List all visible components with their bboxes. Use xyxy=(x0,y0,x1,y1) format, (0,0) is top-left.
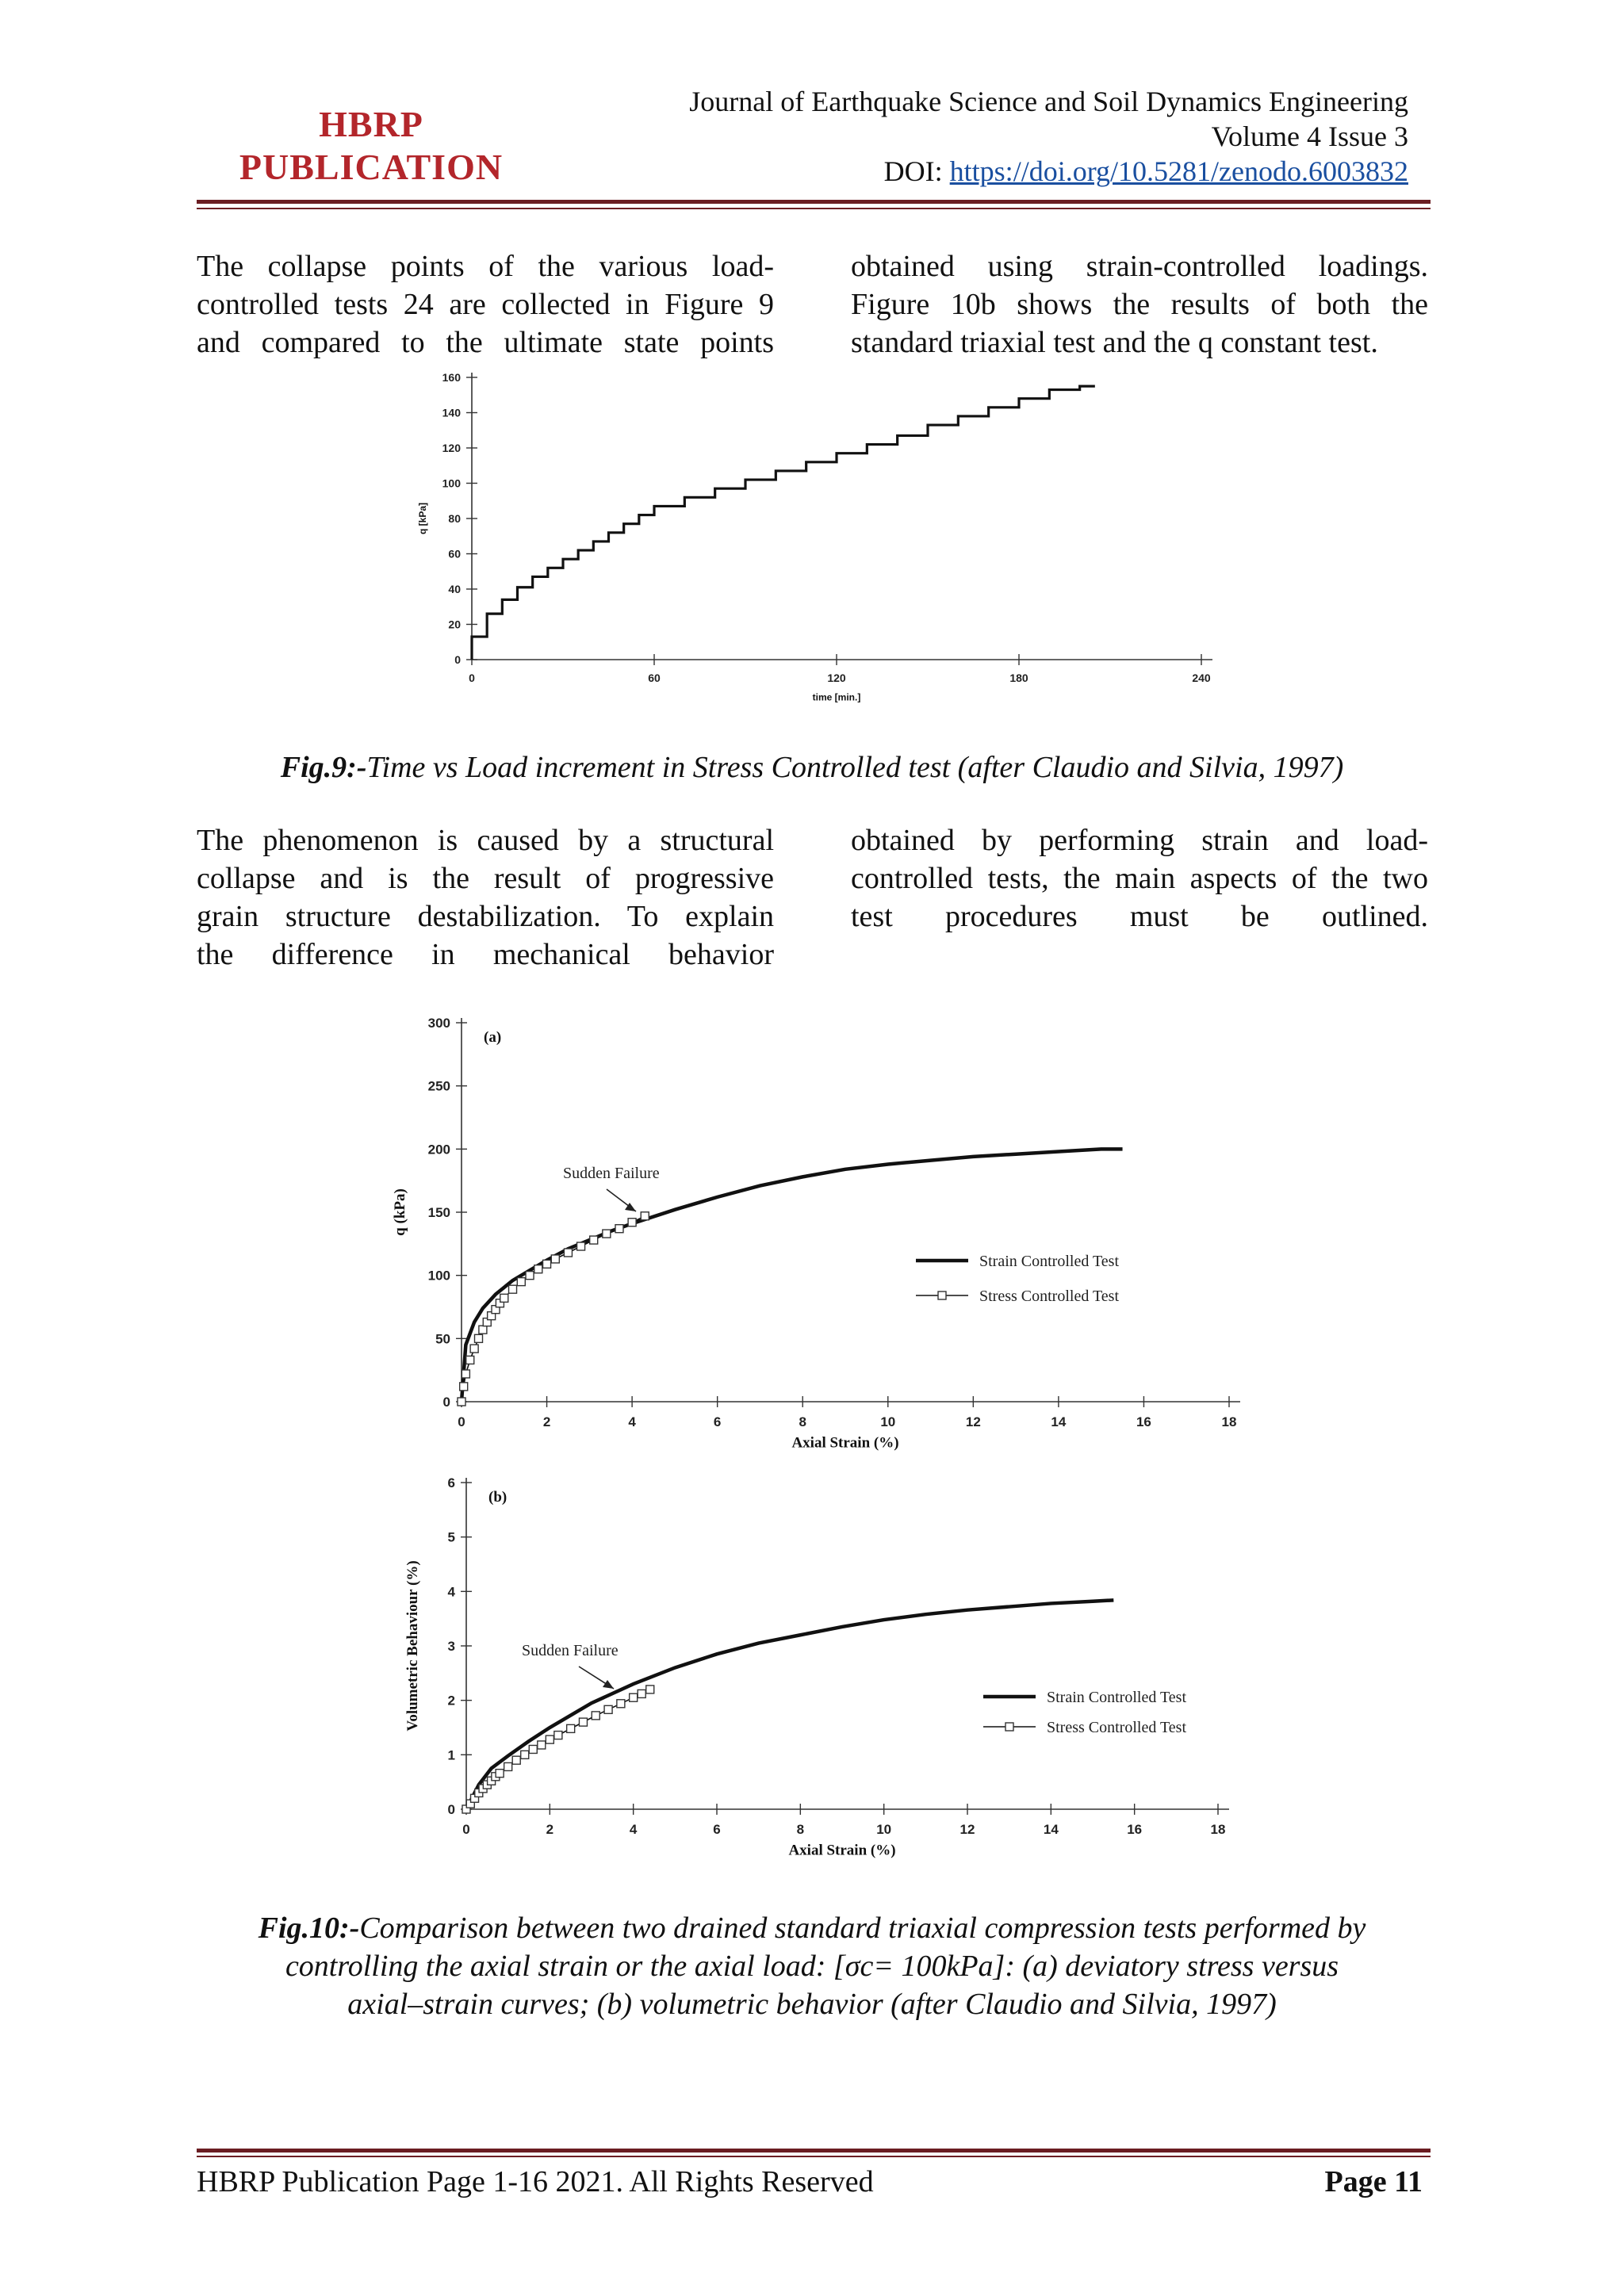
x-tick-label: 60 xyxy=(648,672,661,684)
x-tick-label: 180 xyxy=(1009,672,1028,684)
data-point-marker xyxy=(604,1705,612,1713)
logo-line-1: HBRP xyxy=(319,104,423,144)
series-line-1 xyxy=(472,386,1095,660)
x-tick-label: 240 xyxy=(1192,672,1211,684)
y-tick-label: 250 xyxy=(427,1078,450,1094)
series-line-1 xyxy=(462,1149,1123,1402)
x-tick-label: 6 xyxy=(713,1822,721,1837)
data-point-marker xyxy=(577,1242,585,1250)
data-point-marker xyxy=(500,1294,508,1302)
para2-left-column xyxy=(197,821,774,974)
x-tick-label: 6 xyxy=(713,1414,722,1429)
legend-marker xyxy=(938,1292,946,1299)
fig10-caption-label: Fig.10:- xyxy=(258,1911,360,1945)
journal-title: Journal of Earthquake Science and Soil Dynamics Engineering xyxy=(689,86,1408,117)
x-tick-label: 14 xyxy=(1051,1414,1067,1429)
header-rule-thin xyxy=(197,208,1431,209)
para2-right-line: test procedures must be outlined. xyxy=(851,900,1428,933)
x-tick-label: 2 xyxy=(542,1414,551,1429)
journal-doi xyxy=(689,154,1408,189)
annotation-arrowhead xyxy=(603,1680,614,1689)
para1-left-line: The collapse points of the various load- xyxy=(197,250,774,283)
legend-label-1: Strain Controlled Test xyxy=(979,1253,1119,1270)
data-point-marker xyxy=(512,1756,520,1764)
y-tick-label: 20 xyxy=(448,618,461,631)
journal-volume: Volume 4 Issue 3 xyxy=(1211,121,1408,152)
fig10a-chart xyxy=(389,999,1261,1467)
para1-right-line: Figure 10b shows the results of both the xyxy=(851,288,1428,321)
para2-left-line: grain structure destabilization. To explain xyxy=(197,900,774,933)
y-tick-label: 60 xyxy=(448,547,461,561)
page-number: Page 11 xyxy=(1324,2165,1423,2198)
data-point-marker xyxy=(546,1735,553,1743)
y-tick-label: 100 xyxy=(442,476,461,490)
data-point-marker xyxy=(551,1255,559,1263)
y-tick-label: 0 xyxy=(454,652,461,666)
x-tick-label: 0 xyxy=(462,1822,470,1837)
para2-right-line: obtained by performing strain and load- xyxy=(851,824,1428,857)
para1-left-line: controlled tests 24 are collected in Figure 9 xyxy=(197,288,774,321)
data-point-marker xyxy=(496,1770,504,1777)
data-point-marker xyxy=(554,1732,562,1739)
doi-link[interactable]: https://doi.org/10.5281/zenodo.6003832 xyxy=(949,155,1408,187)
data-point-marker xyxy=(579,1718,587,1726)
data-point-marker xyxy=(590,1236,598,1244)
y-tick-label: 160 xyxy=(442,370,461,384)
x-tick-label: 120 xyxy=(827,672,846,684)
legend-label-1: Strain Controlled Test xyxy=(1047,1689,1186,1706)
x-tick-label: 18 xyxy=(1221,1414,1237,1429)
journal-info xyxy=(689,84,1408,189)
para2-left-line: the difference in mechanical behavior xyxy=(197,938,774,971)
x-tick-label: 8 xyxy=(796,1822,805,1837)
y-tick-label: 0 xyxy=(442,1394,450,1410)
fig10b-chart xyxy=(389,1465,1261,1877)
footer-copyright: HBRP Publication Page 1-16 2021. All Rights Reserved xyxy=(197,2165,874,2198)
fig9-caption xyxy=(159,748,1465,786)
para1-right-line: obtained using strain-controlled loadings. xyxy=(851,250,1428,283)
y-tick-label: 0 xyxy=(447,1801,455,1817)
footer-rule-thick xyxy=(197,2149,1431,2152)
fig10-caption xyxy=(159,1909,1465,2023)
y-tick-label: 140 xyxy=(442,406,461,419)
logo-line-2: PUBLICATION xyxy=(239,147,504,187)
x-tick-label: 10 xyxy=(880,1414,896,1429)
data-point-marker xyxy=(630,1693,638,1701)
y-axis-label: q (kPa) xyxy=(392,1188,408,1236)
y-tick-label: 100 xyxy=(427,1268,450,1284)
x-tick-label: 4 xyxy=(629,1822,638,1837)
x-tick-label: 18 xyxy=(1210,1822,1226,1837)
data-point-marker xyxy=(603,1230,611,1238)
data-point-marker xyxy=(564,1249,572,1257)
data-point-marker xyxy=(529,1745,537,1753)
legend-marker xyxy=(1005,1723,1013,1731)
y-tick-label: 2 xyxy=(447,1693,455,1709)
y-tick-label: 4 xyxy=(447,1584,455,1600)
para1-right-column xyxy=(851,247,1428,362)
legend-label-2: Stress Controlled Test xyxy=(979,1288,1120,1305)
fig10-caption-line2: controlling the axial strain or the axial load: [σc= 100kPa]: (a) deviatory stress versus xyxy=(285,1950,1339,1983)
fig10-caption-text-1: Comparison between two drained standard triaxial compression tests performed by xyxy=(359,1911,1366,1945)
data-point-marker xyxy=(466,1356,474,1364)
x-tick-label: 2 xyxy=(546,1822,554,1837)
fig9-caption-label: Fig.9:- xyxy=(280,751,367,784)
data-point-marker xyxy=(646,1686,654,1693)
data-point-marker xyxy=(504,1762,512,1770)
x-axis-label: time [min.] xyxy=(812,691,861,703)
data-point-marker xyxy=(460,1383,468,1391)
legend-label-2: Stress Controlled Test xyxy=(1047,1719,1187,1736)
y-tick-label: 150 xyxy=(427,1204,450,1220)
x-tick-label: 16 xyxy=(1127,1822,1143,1837)
data-point-marker xyxy=(521,1751,529,1758)
y-tick-label: 1 xyxy=(447,1747,455,1763)
data-point-marker xyxy=(479,1326,487,1334)
data-point-marker xyxy=(641,1212,649,1220)
data-point-marker xyxy=(509,1285,517,1293)
data-point-marker xyxy=(538,1741,546,1749)
x-tick-label: 0 xyxy=(469,672,475,684)
data-point-marker xyxy=(517,1278,525,1286)
doi-label: DOI: xyxy=(883,155,950,187)
para2-left-line: collapse and is the result of progressive xyxy=(197,862,774,895)
x-tick-label: 0 xyxy=(458,1414,465,1429)
annotation-label: Sudden Failure xyxy=(563,1165,660,1182)
data-point-marker xyxy=(617,1700,625,1708)
y-tick-label: 300 xyxy=(427,1015,450,1031)
y-tick-label: 50 xyxy=(435,1331,450,1347)
data-point-marker xyxy=(534,1265,542,1273)
x-tick-label: 4 xyxy=(628,1414,636,1429)
x-axis-label: Axial Strain (%) xyxy=(791,1434,899,1452)
footer-rule-thin xyxy=(197,2156,1431,2157)
fig9-caption-text: Time vs Load increment in Stress Controlled test (after Claudio and Silvia, 1997) xyxy=(366,751,1344,784)
data-point-marker xyxy=(592,1712,599,1720)
data-point-marker xyxy=(462,1370,469,1378)
panel-label: (a) xyxy=(484,1029,502,1046)
para2-left-line: The phenomenon is caused by a structural xyxy=(197,824,774,857)
data-point-marker xyxy=(475,1334,483,1342)
header-rule-thick xyxy=(197,200,1431,204)
publisher-logo xyxy=(220,103,522,189)
fig10-caption-line3: axial–strain curves; (b) volumetric behavior (after Claudio and Silvia, 1997) xyxy=(347,1988,1277,2021)
data-point-marker xyxy=(628,1219,636,1226)
y-tick-label: 200 xyxy=(427,1142,450,1158)
y-tick-label: 3 xyxy=(447,1638,455,1654)
y-axis-label: Volumetric Behaviour (%) xyxy=(404,1560,421,1732)
data-point-marker xyxy=(543,1260,551,1268)
series-line-2 xyxy=(462,1216,645,1402)
x-tick-label: 10 xyxy=(876,1822,892,1837)
y-tick-label: 5 xyxy=(447,1529,455,1545)
x-tick-label: 12 xyxy=(959,1822,975,1837)
fig9-chart xyxy=(396,365,1237,714)
x-tick-label: 8 xyxy=(799,1414,806,1429)
para1-left-column xyxy=(197,247,774,362)
fig10-caption-line1 xyxy=(159,1909,1465,1947)
y-tick-label: 6 xyxy=(447,1475,455,1490)
y-tick-label: 40 xyxy=(448,582,461,595)
x-tick-label: 16 xyxy=(1136,1414,1151,1429)
data-point-marker xyxy=(567,1724,575,1732)
data-point-marker xyxy=(458,1398,465,1406)
x-axis-label: Axial Strain (%) xyxy=(788,1842,896,1859)
para2-right-column xyxy=(851,821,1428,936)
data-point-marker xyxy=(526,1272,534,1280)
y-tick-label: 80 xyxy=(448,511,461,525)
panel-label: (b) xyxy=(488,1489,508,1506)
y-tick-label: 120 xyxy=(442,441,461,454)
x-tick-label: 12 xyxy=(965,1414,981,1429)
para1-right-line: standard triaxial test and the q constant test. xyxy=(851,326,1378,359)
data-point-marker xyxy=(470,1345,478,1353)
series-line-1 xyxy=(466,1600,1113,1809)
para2-right-line: controlled tests, the main aspects of the two xyxy=(851,862,1428,895)
x-tick-label: 14 xyxy=(1043,1822,1059,1837)
data-point-marker xyxy=(638,1689,645,1697)
para1-left-line: and compared to the ultimate state points xyxy=(197,326,774,359)
y-axis-label: q [kPa] xyxy=(417,502,428,535)
data-point-marker xyxy=(615,1225,623,1233)
annotation-label: Sudden Failure xyxy=(522,1642,619,1659)
